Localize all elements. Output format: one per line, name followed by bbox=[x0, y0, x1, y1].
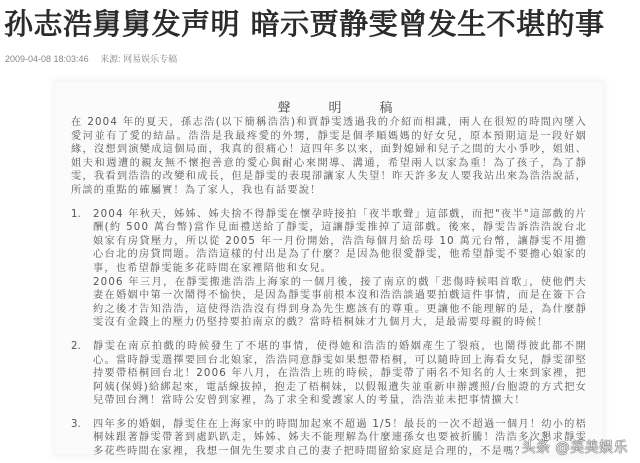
item-paragraph: 2006 年三月，在靜雯搬進浩浩上海家的一個月後，接了南京的戲「悲傷時候唱首歌」，使他們夫妻在婚姻中第一次鬧得不愉快，是因為靜雯事前根本沒和浩浩談過要拍戲這件事情，而是在簽下合約之後才告知浩浩，這使得浩浩沒有得到身為先生應該有的尊重。更讓他不能理解的是，為什麼靜雯沒有金錢上的壓力仍堅持要拍南京的戲？當時梧桐妹才九個月大，是最需要母親的時候！ bbox=[93, 276, 587, 329]
scanned-statement-image bbox=[55, 82, 603, 458]
statement-body bbox=[71, 116, 587, 459]
item-paragraph: 2004 年秋天，姊姊、姊夫捨不得靜雯在懷孕時接拍「夜半歌聲」這部戲，而把"夜半"這部戲的片酬(約 500 萬台幣)當作見面禮送給了靜雯，這讓靜雯推掉了這部戲。後來，靜雯告訴浩浩說台北娘家有房貸壓力，所以從 2005 年一月份開始，浩浩每個月給岳母 10 萬元台幣，讓靜雯不用擔心台北的房貸問題。浩浩這樣的付出是為了什麼？是因為他很愛靜雯，他希望靜雯不要擔心娘家的事，也希望靜雯能多花時間在家裡陪他和女兒。 bbox=[93, 208, 587, 274]
item-number: 2. bbox=[71, 340, 81, 352]
article-meta bbox=[5, 52, 186, 65]
statement-item bbox=[71, 340, 587, 408]
article-title: 孙志浩舅舅发声明 暗示贾静雯曾发生不堪的事 bbox=[4, 7, 605, 41]
item-paragraph: 靜雯在南京拍戲的時候發生了不堪的事情，使得她和浩浩的婚姻產生了裂痕，也鬧得彼此都不開心。當時靜雯選擇要回台北娘家，浩浩同意靜雯如果想帶梧桐，可以隨時回上海看女兒，靜雯卻堅持要帶梧桐回台北！2006 年八月，在浩浩上班的時候，靜雯帶了兩名不知名的人士來到家裡，把阿姨(保姆)給綁起來，電話線拔掉，抱走了梧桐妹，以假報遺失並重新申辦護照/台胞證的方式把女兒帶回台灣！當時公安曾到家裡，為了求全和愛護家人的考量，浩浩並未把事情擴大！ bbox=[93, 340, 587, 407]
statement-intro: 在 2004 年的夏天，孫志浩(以下簡稱浩浩)和賈靜雯透過我的介紹而相識，兩人在很短的時間內墜入愛河並有了愛的結晶。浩浩是我最疼愛的外甥，靜雯是個孝順媽媽的好女兒，原本預期這是一段好姻緣，沒想到演變成這個局面，我真的很痛心！這四年多以來，面對媳婦和兒子之間的大小爭吵，姐姐、姐夫和週遭的親友無不懷抱善意的愛心與耐心來開導、溝通，希望兩人以家為重！為了孩子，為了靜雯，我看到浩浩的改變和成長，但是靜雯的表現卻讓家人失望！昨天許多友人要我站出來為浩浩說話，所談的重點的確屬實！為了家人，我也有話要說！ bbox=[71, 117, 587, 196]
statement-heading: 聲明稿 bbox=[277, 101, 431, 116]
item-paragraph: 四年多的婚姻，靜雯住在上海家中的時間加起來不超過 1/5！最長的一次不超過一個月！幼小的梧桐妹跟著靜雯帶著到處趴趴走，姊姊、姊夫不能理解為什麼連孫女也要被折騰！浩浩多次懇求靜雯多花些時間在家裡，我想一個先生要求自己的妻子把時間留給家庭是合理的，不是嗎？ bbox=[93, 418, 587, 458]
item-number: 1. bbox=[71, 208, 81, 220]
publish-timestamp: 2009-04-08 18:03:46 bbox=[5, 54, 89, 64]
toutiao-watermark: 头条 @美美娱乐 bbox=[521, 440, 628, 456]
statement-item bbox=[71, 208, 587, 330]
statement-item bbox=[71, 418, 587, 459]
article-source: 来源: 网易娱乐专稿 bbox=[100, 54, 178, 64]
item-number: 3. bbox=[71, 418, 81, 430]
